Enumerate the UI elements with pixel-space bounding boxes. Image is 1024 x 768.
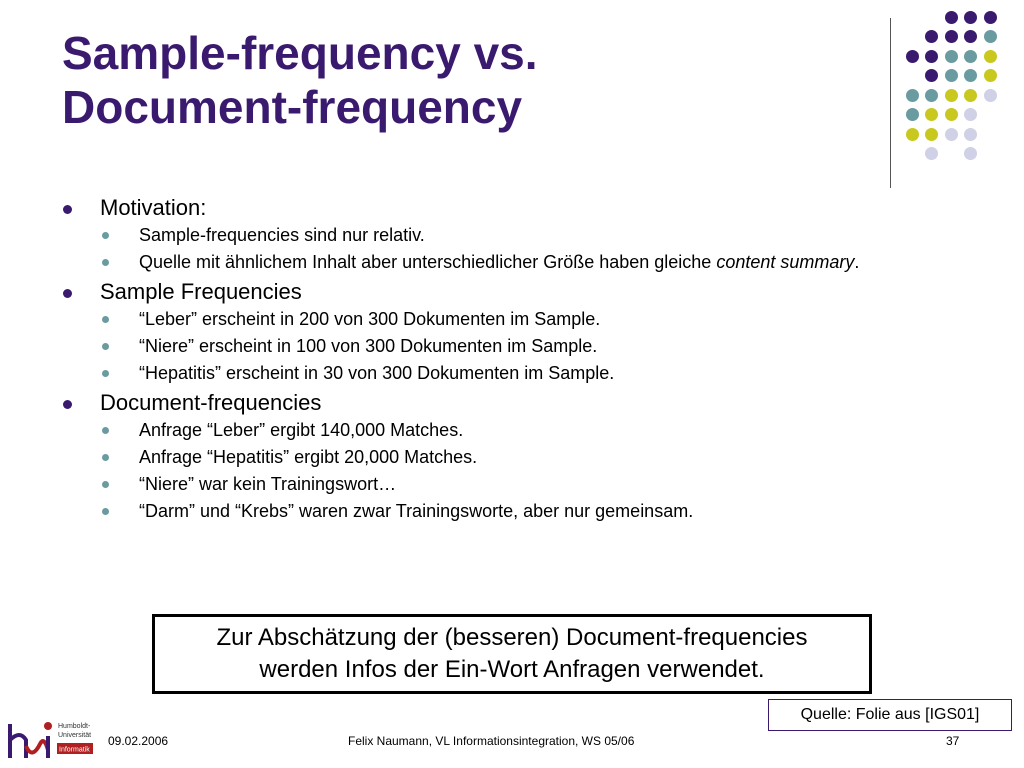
sub-bullet-list	[100, 419, 960, 522]
decorative-dot	[945, 30, 958, 43]
decorative-dot	[925, 108, 938, 121]
decorative-dot	[984, 50, 997, 63]
bullet-sample-frequencies	[60, 278, 960, 384]
decorative-dot	[925, 128, 938, 141]
sub-bullet-text: “Leber” erscheint in 200 von 300 Dokumenten im Sample.	[139, 309, 601, 329]
sub-bullet-text: “Niere” erscheint in 100 von 300 Dokumenten im Sample.	[139, 336, 598, 356]
decorative-dot	[925, 50, 938, 63]
decorative-dot	[906, 50, 919, 63]
logo-dot	[44, 722, 52, 730]
sub-bullet-list	[100, 224, 960, 273]
decorative-dot	[964, 89, 977, 102]
decorative-dot	[925, 30, 938, 43]
decorative-dot	[964, 50, 977, 63]
bullet-icon	[63, 289, 72, 298]
sub-bullet-text: Anfrage “Leber” ergibt 140,000 Matches.	[139, 420, 464, 440]
sub-bullet-text: Sample-frequencies sind nur relativ.	[139, 225, 425, 245]
sub-bullet-text: “Niere” war kein Trainingswort…	[139, 474, 397, 494]
title-divider	[890, 18, 891, 188]
callout-line-1: Zur Abschätzung der (besseren) Document-frequencies	[216, 624, 808, 651]
decorative-dot	[925, 147, 938, 160]
bullet-text: Motivation:	[100, 195, 207, 220]
sub-bullet-icon	[102, 427, 109, 434]
decorative-dot	[984, 69, 997, 82]
callout-line-2: werden Infos der Ein-Wort Anfragen verwendet.	[259, 656, 765, 683]
footer-page-number: 37	[946, 734, 960, 748]
sub-bullet	[100, 335, 960, 357]
sub-bullet-icon	[102, 370, 109, 377]
sub-bullet-icon	[102, 481, 109, 488]
sub-bullet	[100, 362, 960, 384]
summary-callout-box	[152, 614, 872, 694]
sub-bullet	[100, 308, 960, 330]
logo-text-2: Universität	[58, 732, 92, 739]
sub-bullet-icon	[102, 232, 109, 239]
decorative-dot	[964, 69, 977, 82]
sub-bullet-italic: content summary	[716, 252, 855, 272]
bullet-motivation	[60, 194, 960, 273]
decorative-dot	[945, 50, 958, 63]
bullet-text: Document-frequencies	[100, 390, 322, 415]
slide-title-line-2: Document-frequency	[62, 81, 523, 133]
hu-informatik-logo	[6, 714, 94, 764]
decorative-dot	[984, 11, 997, 24]
sub-bullet-suffix: .	[854, 252, 860, 272]
decorative-dot	[906, 89, 919, 102]
bullet-document-frequencies	[60, 389, 960, 522]
sub-bullet-icon	[102, 316, 109, 323]
sub-bullet	[100, 419, 960, 441]
sub-bullet-icon	[102, 259, 109, 266]
sub-bullet	[100, 500, 960, 522]
decorative-dot	[945, 108, 958, 121]
decorative-dot	[964, 11, 977, 24]
sub-bullet-text: “Hepatitis” erscheint in 30 von 300 Dokumenten im Sample.	[139, 363, 615, 383]
sub-bullet-text: “Darm” und “Krebs” waren zwar Trainingsworte, aber nur gemeinsam.	[139, 501, 694, 521]
sub-bullet-icon	[102, 343, 109, 350]
decorative-dot	[945, 69, 958, 82]
logo-text-1: Humboldt-	[58, 723, 91, 730]
sub-bullet	[100, 473, 960, 495]
sub-bullet	[100, 224, 960, 246]
decorative-dot	[945, 128, 958, 141]
decorative-dot	[945, 89, 958, 102]
footer-author: Felix Naumann, VL Informationsintegration, WS 05/06	[348, 734, 635, 748]
slide-title	[62, 26, 862, 134]
decorative-dot	[984, 89, 997, 102]
logo-text-3: Informatik	[59, 746, 90, 754]
decorative-dot	[964, 30, 977, 43]
sub-bullet-text: Quelle mit ähnlichem Inhalt aber unterschiedlicher Größe haben gleiche	[139, 252, 717, 272]
bullet-list	[60, 194, 960, 522]
sub-bullet	[100, 446, 960, 468]
decorative-dot	[906, 108, 919, 121]
sub-bullet	[100, 251, 960, 273]
bullet-icon	[63, 400, 72, 409]
decorative-dot	[925, 69, 938, 82]
sub-bullet-list	[100, 308, 960, 384]
logo-u-shape	[26, 741, 48, 752]
bullet-text: Sample Frequencies	[100, 279, 302, 304]
decorative-dot	[964, 147, 977, 160]
decorative-dot	[964, 108, 977, 121]
bullet-icon	[63, 205, 72, 214]
sub-bullet-icon	[102, 454, 109, 461]
footer-date: 09.02.2006	[108, 734, 169, 748]
logo-h-shape	[10, 724, 26, 758]
decorative-dot	[945, 11, 958, 24]
slide-body	[60, 194, 960, 527]
slide-title-line-1: Sample-frequency vs.	[62, 27, 538, 79]
decorative-dot	[906, 128, 919, 141]
source-citation-box: Quelle: Folie aus [IGS01]	[768, 699, 1012, 731]
decorative-dot	[925, 89, 938, 102]
sub-bullet-icon	[102, 508, 109, 515]
decorative-dot	[984, 30, 997, 43]
decorative-dot	[964, 128, 977, 141]
sub-bullet-text: Anfrage “Hepatitis” ergibt 20,000 Matches.	[139, 447, 478, 467]
